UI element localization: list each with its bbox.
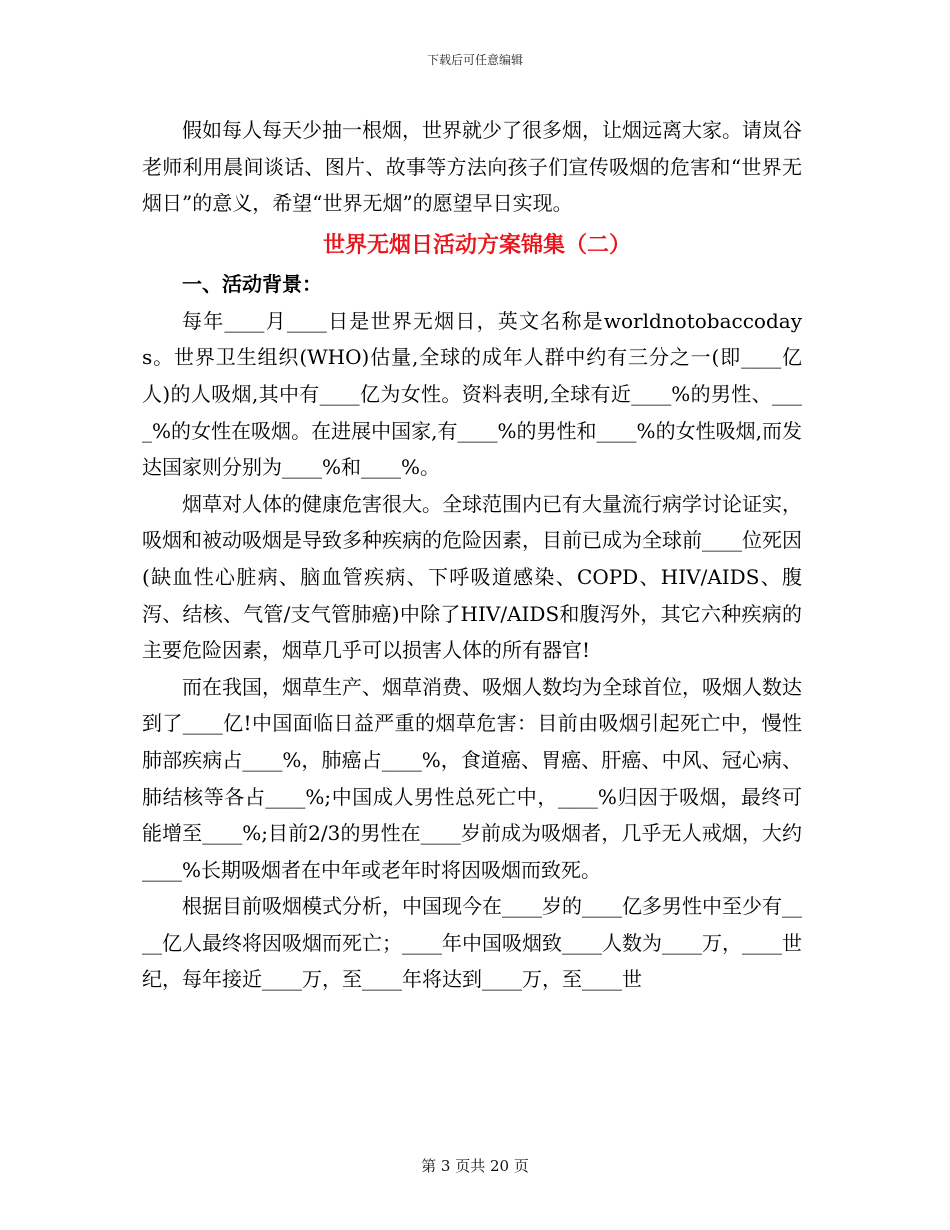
paragraph-background-3: 而在我国，烟草生产、烟草消费、吸烟人数均为全球首位，吸烟人数达到了____亿!中国面临日益严重的烟草危害：目前由吸烟引起死亡中，慢性肺部疾病占____%，肺癌占____%，食道癌、胃癌、肝癌、中风、冠心病、肺结核等各占____%;中国成人男性总死亡中，____%归因于吸烟，最终可能增至____%;目前2/3的男性在____岁前成为吸烟者，几乎无人戒烟，大约____%长期吸烟者在中年或老年时将因吸烟而致死。	[142, 674, 802, 882]
paragraph-background-4: 根据目前吸烟模式分析，中国现今在____岁的____亿多男性中至少有____亿人最终将因吸烟而死亡；____年中国吸烟致____人数为____万，____世纪，每年接近____万，至____年将达到____万，至____世	[142, 894, 802, 992]
document-body	[142, 112, 802, 998]
section-heading: 一、活动背景：	[182, 271, 322, 296]
paragraph-intro: 假如每人每天少抽一根烟，世界就少了很多烟，让烟远离大家。请岚谷老师利用晨间谈话、图片、故事等方法向孩子们宣传吸烟的危害和“世界无烟日”的意义，希望“世界无烟”的愿望早日实现。	[142, 118, 802, 216]
page-footer: 第 3 页共 20 页	[421, 1157, 529, 1175]
paragraph-background-2: 烟草对人体的健康危害很大。全球范围内已有大量流行病学讨论证实，吸烟和被动吸烟是导致多种疾病的危险因素，目前已成为全球前____位死因(缺血性心脏病、脑血管疾病、下呼吸道感染、COPD、HIV/AIDS、腹泻、结核、气管/支气管肺癌)中除了HIV/AIDS和腹泻外，其它六种疾病的主要危险因素，烟草几乎可以损害人体的所有器官!	[142, 491, 802, 663]
page-header: 下载后可任意编辑	[426, 53, 523, 67]
paragraph-background-1: 每年____月____日是世界无烟日，英文名称是worldnotobaccodays。世界卫生组织(WHO)估量,全球的成年人群中约有三分之一(即____亿人)的人吸烟,其中有____亿为女性。资料表明,全球有近____%的男性、____%的女性在吸烟。在进展中国家,有____%的男性和____%的女性吸烟,而发达国家则分别为____%和____%。	[142, 308, 802, 480]
document-title: 世界无烟日活动方案锦集（二）	[322, 231, 631, 258]
